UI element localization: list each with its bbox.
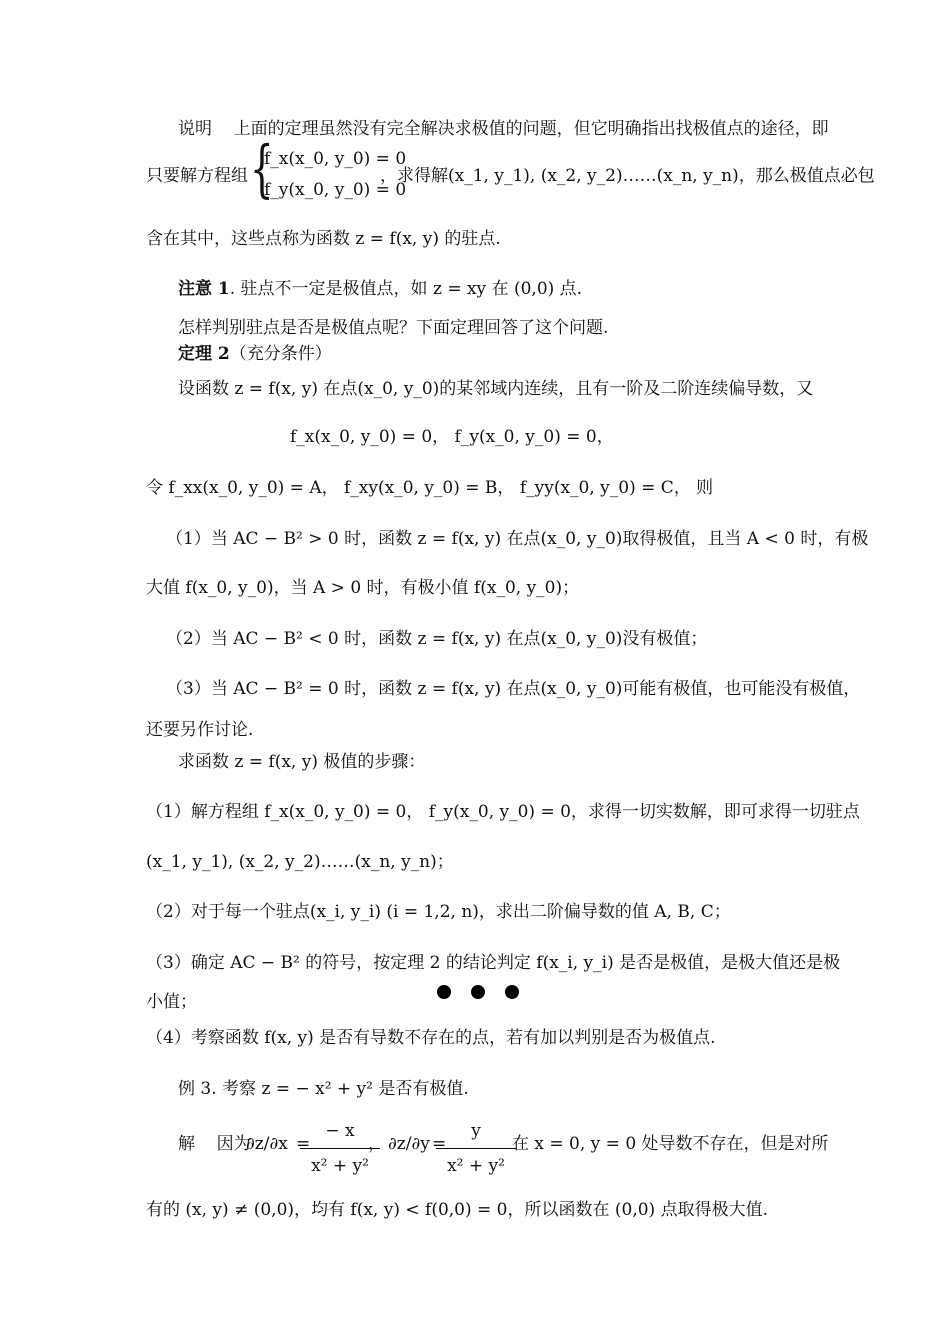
paragraph-note: [178, 117, 829, 141]
dot-icon: [471, 985, 485, 999]
partial-z-y: ∂z/∂y: [388, 1134, 430, 1154]
step-1-line-1: （1）解方程组 f_x(x_0, y_0) = 0， f_y(x_0, y_0) = 0，求得一切实数解，即可求得一切驻点: [146, 802, 860, 822]
steps-title: 求函数 z = f(x, y) 极值的步骤：: [178, 752, 426, 772]
dot-icon: [505, 985, 519, 999]
first-derivatives-zero: f_x(x_0, y_0) = 0， f_y(x_0, y_0) = 0，: [290, 427, 614, 447]
theorem-2-heading: [178, 342, 332, 366]
theorem-2-hypothesis: 设函数 z = f(x, y) 在点(x_0, y_0)的某邻域内连续，且有一阶及二阶连续偏导数，又: [178, 379, 814, 399]
equals-sign-1: =: [296, 1134, 311, 1154]
solutions-suffix: 那么极值点必包: [755, 166, 875, 186]
system-eq-1: f_x(x_0, y_0) = 0: [264, 149, 407, 169]
solution-label-text: 解: [178, 1134, 195, 1154]
fraction-2-numerator: y: [471, 1121, 481, 1141]
step-3-line-1: （3）确定 AC − B² 的符号，按定理 2 的结论判定 f(x_i, y_i) 是否是极值，是极大值还是极: [146, 953, 841, 973]
case-1-line-1: （1）当 AC − B² > 0 时，函数 z = f(x, y) 在点(x_0, y_0)取得极值，且当 A < 0 时，有极: [166, 529, 869, 549]
step-4: （4）考察函数 f(x, y) 是否有导数不存在的点，若有加以判别是否为极值点.: [146, 1028, 716, 1048]
example-3: [178, 1077, 469, 1101]
conclusion: 有的 (x, y) ≠ (0,0)，均有 f(x, y) < f(0,0) = 0，所以函数在 (0,0) 点取得极大值.: [146, 1200, 769, 1220]
separator-comma: ，: [368, 1134, 385, 1154]
equals-sign-2: =: [432, 1134, 447, 1154]
partial-z-x: ∂z/∂x: [246, 1134, 288, 1154]
theorem-2-label: 定理 2: [178, 344, 230, 364]
note-1: [178, 277, 582, 301]
dot-icon: [437, 985, 451, 999]
because-text: 因为: [216, 1134, 251, 1154]
case-3-line-2: 还要另作讨论.: [146, 720, 254, 740]
case-1-line-2: 大值 f(x_0, y_0)，当 A > 0 时，有极小值 f(x_0, y_0)；: [146, 578, 580, 598]
solution-label: [178, 1132, 251, 1156]
solution-tail: 在 x = 0, y = 0 处导数不存在，但是对所: [512, 1134, 829, 1154]
system-eq-2: f_y(x_0, y_0) = 0: [264, 180, 407, 200]
note-1-text: . 驻点不一定是极值点，如 z = xy 在 (0,0) 点.: [229, 279, 583, 299]
example-3-label: 例 3: [178, 1079, 212, 1099]
second-derivatives-definition: 令 f_xx(x_0, y_0) = A， f_xy(x_0, y_0) = B， f_yy(x_0, y_0) = C， 则: [146, 478, 714, 498]
equation-system: [250, 132, 407, 210]
note-text: 上面的定理虽然没有完全解决求极值的问题，但它明确指出找极值点的途径，即: [233, 119, 829, 139]
theorem-2-condition: （充分条件）: [229, 344, 332, 364]
note-1-label: 注意 1: [178, 279, 230, 299]
case-2: （2）当 AC − B² < 0 时，函数 z = f(x, y) 在点(x_0, y_0)没有极值；: [166, 629, 708, 649]
fraction-2: [436, 1120, 516, 1177]
fraction-1-numerator: − x: [325, 1121, 355, 1141]
stationary-point-definition: 含在其中，这些点称为函数 z = f(x, y) 的驻点.: [146, 229, 501, 249]
step-1-line-2: (x_1, y_1), (x_2, y_2)……(x_n, y_n)；: [146, 852, 454, 872]
system-prefix: 只要解方程组: [146, 166, 248, 186]
ellipsis-dots: [437, 985, 519, 999]
note-label: 说明: [178, 119, 212, 139]
step-3-line-2: 小值；: [146, 992, 197, 1012]
left-brace-icon: {: [250, 132, 274, 205]
case-3-line-1: （3）当 AC − B² = 0 时，函数 z = f(x, y) 在点(x_0, y_0)可能有极值，也可能没有极值，: [166, 679, 861, 699]
step-2: （2）对于每一个驻点(x_i, y_i) (i = 1,2, n)，求出二阶偏导数的值 A, B, C；: [146, 902, 731, 922]
fraction-2-bar: [436, 1148, 516, 1149]
solutions-text: ，求得解(x_1, y_1), (x_2, y_2)……(x_n, y_n)，: [380, 166, 756, 186]
question-line: 怎样判别驻点是否是极值点呢？下面定理回答了这个问题.: [178, 318, 609, 338]
example-3-text: . 考察 z = − x² + y² 是否有极值.: [211, 1079, 469, 1099]
fraction-2-denominator: x² + y²: [447, 1156, 505, 1176]
system-solutions: [380, 164, 875, 188]
fraction-1-denominator: x² + y²: [311, 1156, 369, 1176]
